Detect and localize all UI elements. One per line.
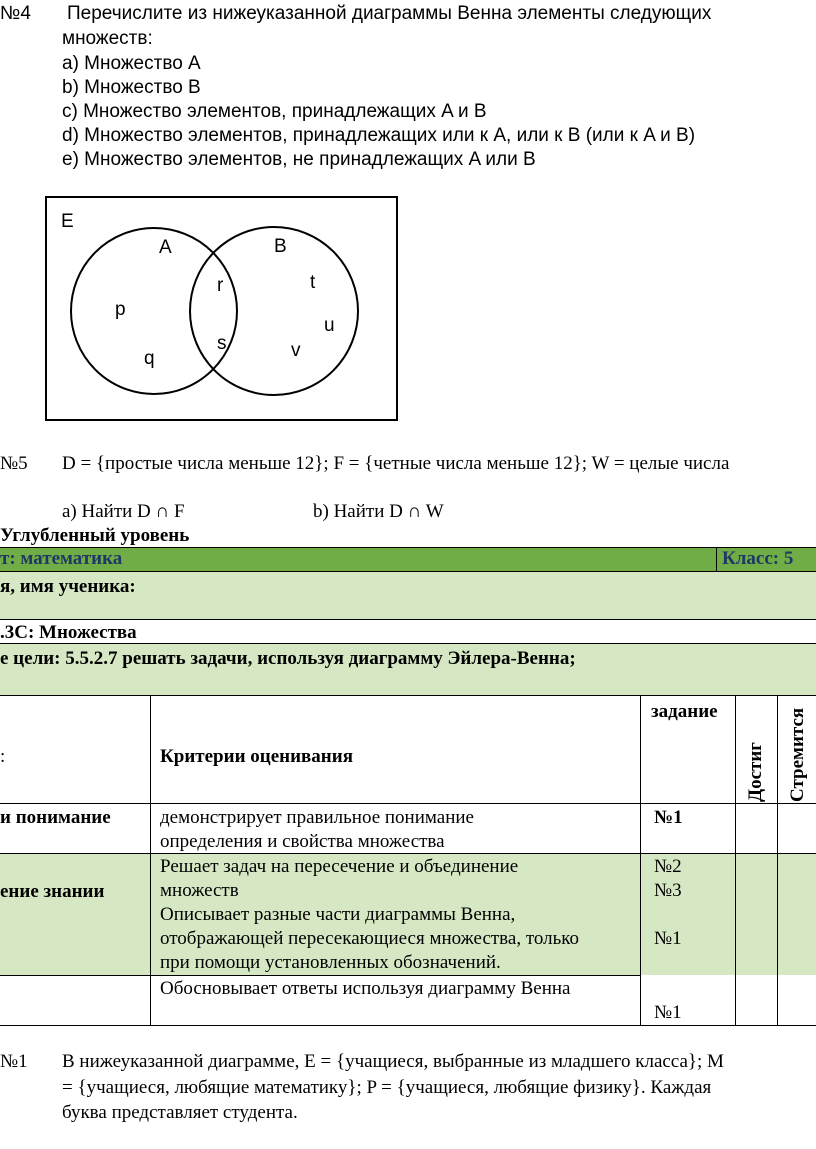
venn-diagram bbox=[45, 196, 399, 422]
task5-part-a: a) Найти D ∩ F bbox=[62, 501, 185, 522]
set-b-label: B bbox=[274, 236, 287, 257]
row2-task-3: №1 bbox=[654, 928, 682, 949]
row2-task-1: №2 bbox=[654, 856, 682, 877]
universe-rect bbox=[46, 197, 397, 420]
section-label: .3С: Множества bbox=[0, 622, 137, 643]
level-heading: Углубленный уровень bbox=[0, 525, 190, 546]
row2-level: ение знании bbox=[0, 881, 105, 902]
task4-item-b: b) Множество B bbox=[62, 77, 201, 98]
element-s: s bbox=[217, 333, 227, 354]
row2-criteria-line2: множеств bbox=[160, 880, 239, 901]
element-t: t bbox=[310, 272, 316, 293]
rubric-table bbox=[0, 547, 816, 1026]
row1-level: и понимание bbox=[0, 807, 111, 828]
task5-statement: D = {простые числа меньше 12}; F = {четные числа меньше 12}; W = целые числа bbox=[62, 453, 730, 474]
row1-criteria-line1: демонстрирует правильное понимание bbox=[160, 807, 474, 828]
row1-task: №1 bbox=[654, 807, 683, 828]
header-strives: Стремится bbox=[787, 707, 808, 802]
element-q: q bbox=[144, 348, 155, 369]
task4-number: №4 bbox=[0, 3, 31, 24]
element-u: u bbox=[324, 315, 335, 336]
task4-title-line2: множеств: bbox=[62, 28, 153, 49]
task1-line2: = {учащиеся, любящие математику}; P = {учащиеся, любящие физику}. Каждая bbox=[62, 1077, 712, 1098]
header-criteria: Критерии оценивания bbox=[160, 746, 353, 767]
task1-number: №1 bbox=[0, 1051, 28, 1072]
learning-goal: е цели: 5.5.2.7 решать задачи, используя диаграмму Эйлера-Венна; bbox=[0, 648, 576, 669]
row2-task-2: №3 bbox=[654, 880, 682, 901]
universe-label: E bbox=[61, 211, 74, 232]
row2-criteria-line3: Описывает разные части диаграммы Венна, bbox=[160, 904, 516, 925]
task4-item-e: e) Множество элементов, не принадлежащих A или B bbox=[62, 149, 536, 170]
task4-item-a: a) Множество A bbox=[62, 53, 201, 74]
header-level: : bbox=[0, 746, 6, 767]
element-r: r bbox=[217, 275, 224, 296]
subject-label: т: математика bbox=[0, 548, 123, 569]
task1-line3: буква представляет студента. bbox=[62, 1102, 298, 1123]
set-a-label: A bbox=[159, 237, 172, 258]
element-v: v bbox=[291, 340, 301, 361]
header-achieved: Достиг bbox=[745, 742, 766, 802]
task4-title-line1: Перечислите из нижеуказанной диаграммы Венна элементы следующих bbox=[67, 3, 712, 24]
student-name-label: я, имя ученика: bbox=[0, 576, 136, 597]
task4-item-c: c) Множество элементов, принадлежащих A и B bbox=[62, 101, 487, 122]
subject-row-bg bbox=[0, 547, 816, 571]
row2-criteria-line1: Решает задач на пересечение и объединение bbox=[160, 856, 519, 877]
element-p: p bbox=[115, 299, 126, 320]
row2-criteria-line5: при помощи установленных обозначений. bbox=[160, 952, 501, 973]
task5-number: №5 bbox=[0, 453, 28, 474]
grade-label: Класс: 5 bbox=[722, 548, 794, 569]
header-task: задание bbox=[651, 701, 718, 722]
row3-task: №1 bbox=[654, 1002, 682, 1023]
row2-criteria-line4: отображающей пересекающиеся множества, только bbox=[160, 928, 580, 949]
task4-item-d: d) Множество элементов, принадлежащих или к A, или к B (или к A и B) bbox=[62, 125, 696, 146]
row3-criteria: Обосновывает ответы используя диаграмму Венна bbox=[160, 978, 571, 999]
task5-part-b: b) Найти D ∩ W bbox=[313, 501, 444, 522]
row1-criteria-line2: определения и свойства множества bbox=[160, 831, 445, 852]
task1-line1: В нижеуказанной диаграмме, E = {учащиеся, выбранные из младшего класса}; M bbox=[62, 1051, 724, 1072]
